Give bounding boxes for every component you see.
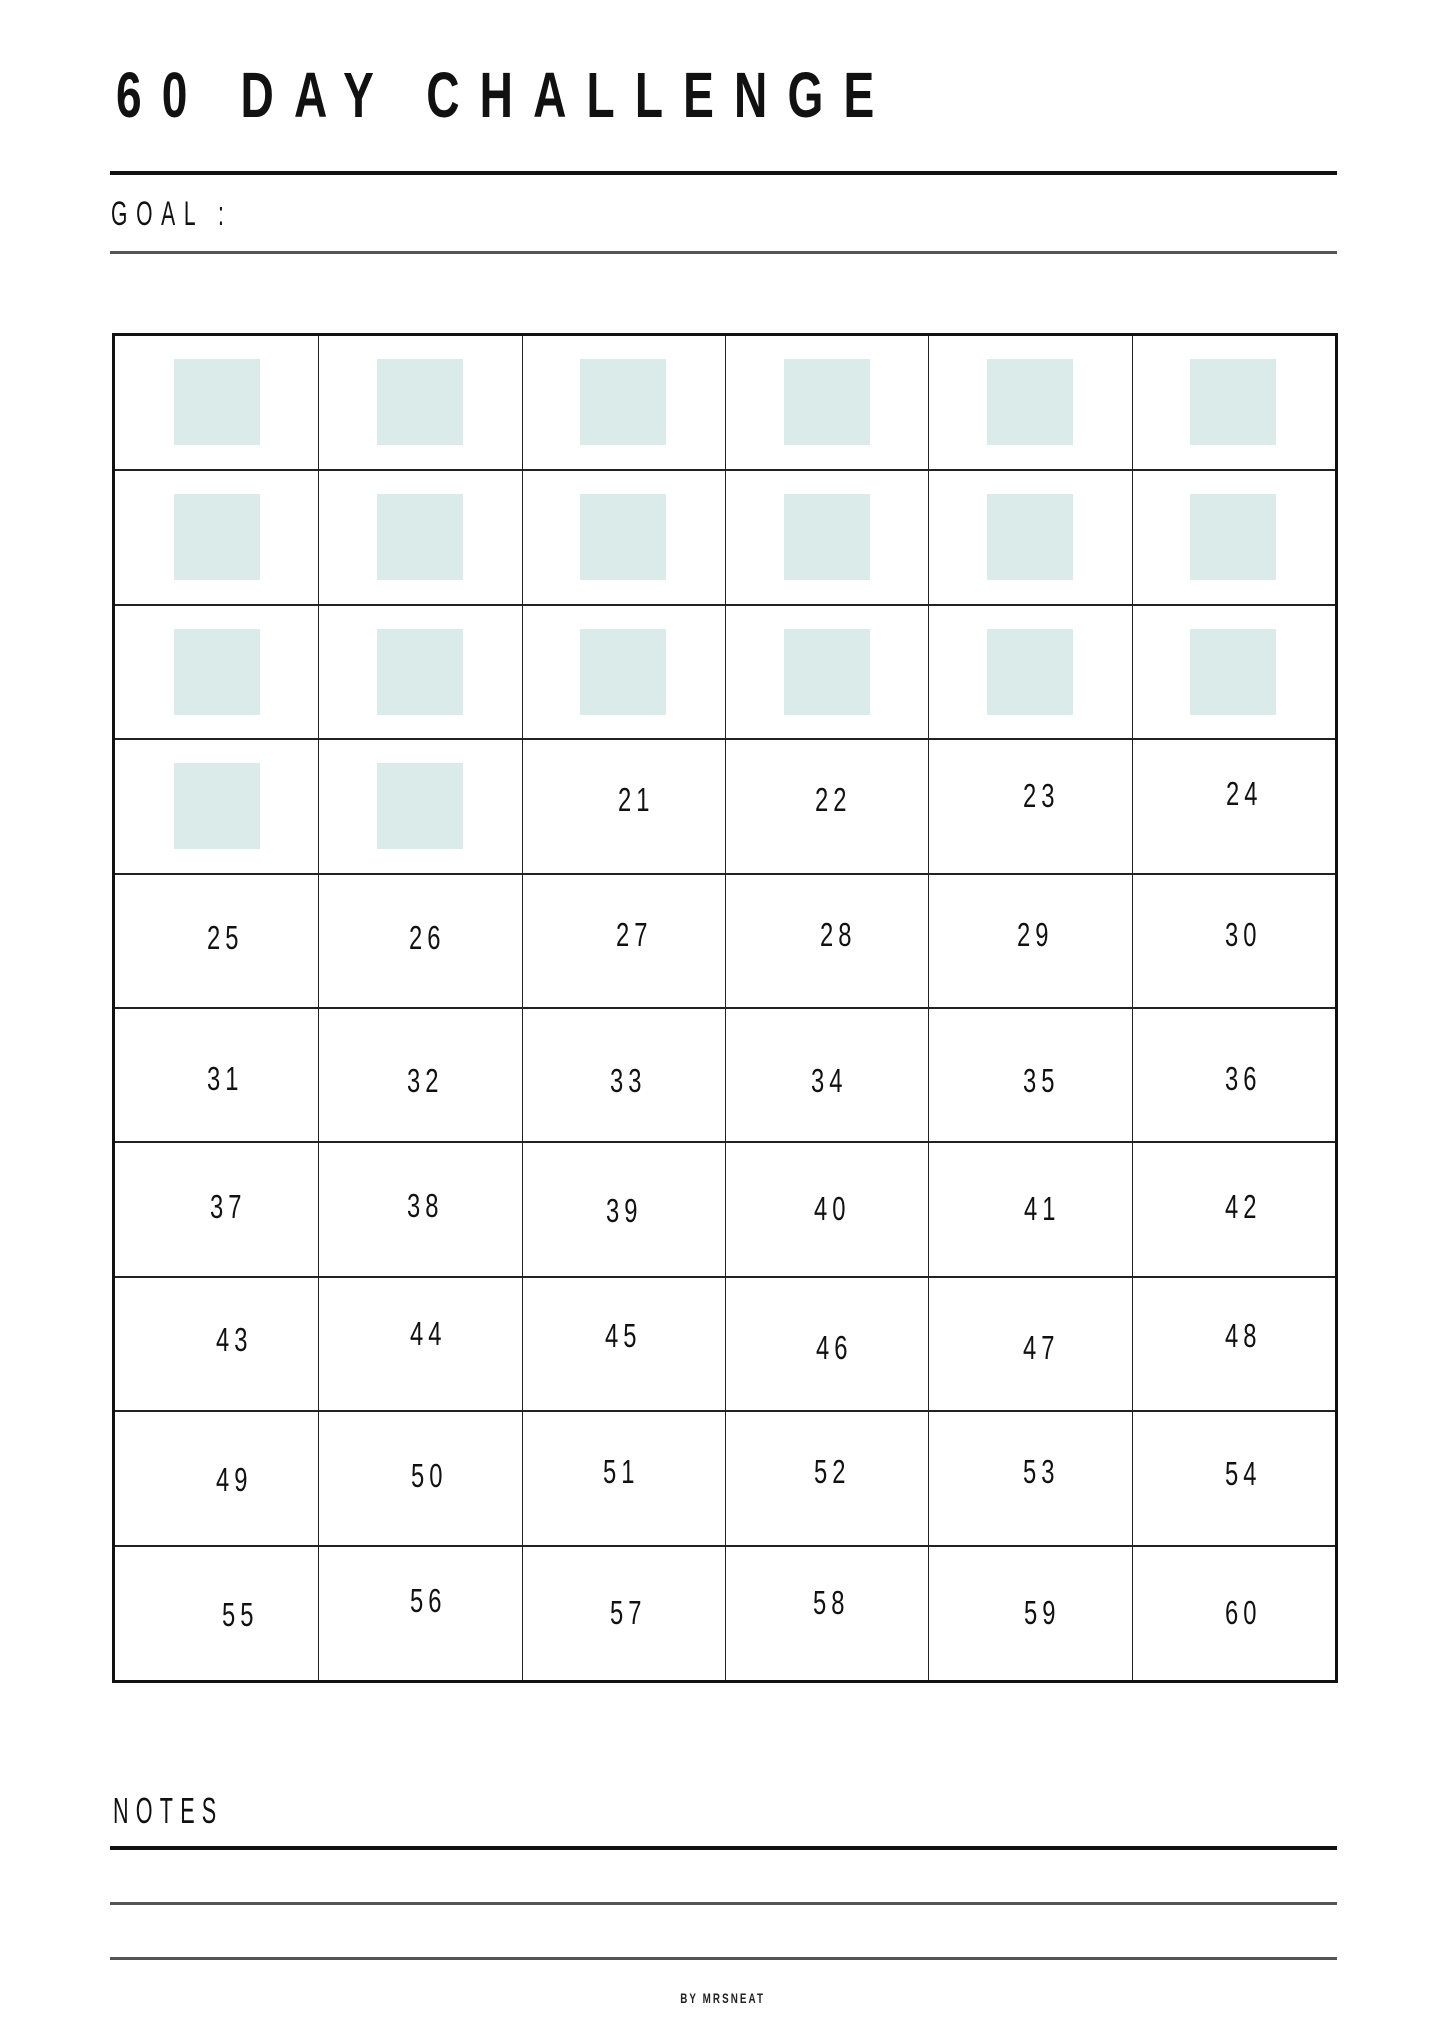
day-number: 59 [1024, 1593, 1061, 1631]
day-number: 46 [816, 1328, 853, 1366]
day-number: 24 [1225, 775, 1263, 813]
day-checkbox[interactable] [377, 763, 463, 849]
day-checkbox[interactable] [784, 494, 870, 580]
day-checkbox[interactable] [1190, 629, 1276, 715]
day-number: 49 [216, 1461, 253, 1499]
day-cell-57[interactable] [522, 1546, 725, 1680]
day-checkbox[interactable] [1190, 359, 1276, 445]
day-cell-9[interactable] [522, 470, 725, 604]
day-cell-53[interactable] [928, 1411, 1131, 1545]
day-number: 53 [1023, 1453, 1060, 1491]
day-number: 29 [1017, 915, 1054, 953]
notes-line-1[interactable] [110, 1902, 1337, 1905]
day-number: 32 [407, 1062, 444, 1099]
page-title: 60 DAY CHALLENGE [116, 59, 895, 131]
day-cell-3[interactable] [522, 336, 725, 470]
day-checkbox[interactable] [784, 359, 870, 445]
day-number: 22 [815, 781, 852, 819]
day-cell-60[interactable] [1132, 1546, 1335, 1680]
day-number: 51 [602, 1453, 640, 1491]
day-cell-2[interactable] [318, 336, 521, 470]
day-number: 36 [1224, 1060, 1262, 1097]
day-number: 30 [1224, 915, 1262, 953]
day-cell-22[interactable] [725, 739, 928, 873]
day-number: 50 [411, 1457, 448, 1495]
day-number: 60 [1224, 1593, 1262, 1631]
day-number: 40 [814, 1190, 851, 1228]
day-cell-40[interactable] [725, 1142, 928, 1276]
day-number: 43 [216, 1320, 253, 1358]
footer [0, 1990, 1445, 2008]
day-checkbox[interactable] [987, 629, 1073, 715]
day-cell-16[interactable] [725, 605, 928, 739]
day-cell-33[interactable] [522, 1008, 725, 1142]
day-cell-56[interactable] [318, 1546, 521, 1680]
day-cell-48[interactable] [1132, 1277, 1335, 1411]
day-cell-15[interactable] [522, 605, 725, 739]
day-cell-52[interactable] [725, 1411, 928, 1545]
day-number: 35 [1023, 1062, 1060, 1099]
day-checkbox[interactable] [174, 629, 260, 715]
day-checkbox[interactable] [377, 359, 463, 445]
day-checkbox[interactable] [580, 359, 666, 445]
day-number: 38 [407, 1187, 444, 1225]
day-cell-37[interactable] [115, 1142, 318, 1276]
day-number: 28 [820, 915, 857, 953]
notes-line-2[interactable] [110, 1957, 1337, 1960]
day-cell-49[interactable] [115, 1411, 318, 1545]
notes-label: NOTES [113, 1790, 224, 1831]
day-cell-50[interactable] [318, 1411, 521, 1545]
day-number: 41 [1024, 1190, 1061, 1228]
day-checkbox[interactable] [987, 494, 1073, 580]
day-cell-42[interactable] [1132, 1142, 1335, 1276]
day-cell-44[interactable] [318, 1277, 521, 1411]
day-cell-7[interactable] [115, 470, 318, 604]
challenge-grid [112, 333, 1338, 1683]
day-cell-51[interactable] [522, 1411, 725, 1545]
day-cell-1[interactable] [115, 336, 318, 470]
day-cell-13[interactable] [115, 605, 318, 739]
day-number: 25 [207, 918, 244, 956]
day-cell-26[interactable] [318, 874, 521, 1008]
goal-label: GOAL : [111, 195, 233, 233]
day-checkbox[interactable] [580, 494, 666, 580]
day-cell-58[interactable] [725, 1546, 928, 1680]
day-number: 48 [1224, 1316, 1262, 1354]
day-cell-45[interactable] [522, 1277, 725, 1411]
day-checkbox[interactable] [580, 629, 666, 715]
day-cell-29[interactable] [928, 874, 1131, 1008]
day-cell-32[interactable] [318, 1008, 521, 1142]
day-number: 54 [1224, 1455, 1262, 1493]
day-cell-19[interactable] [115, 739, 318, 873]
day-checkbox[interactable] [377, 629, 463, 715]
day-number: 44 [410, 1314, 447, 1352]
goal-input-line[interactable] [110, 251, 1337, 254]
day-checkbox[interactable] [987, 359, 1073, 445]
day-cell-8[interactable] [318, 470, 521, 604]
day-cell-14[interactable] [318, 605, 521, 739]
day-cell-28[interactable] [725, 874, 928, 1008]
day-cell-36[interactable] [1132, 1008, 1335, 1142]
day-cell-43[interactable] [115, 1277, 318, 1411]
day-number: 33 [609, 1062, 647, 1099]
day-checkbox[interactable] [377, 494, 463, 580]
day-number: 34 [811, 1062, 848, 1099]
day-number: 56 [410, 1581, 447, 1619]
day-cell-21[interactable] [522, 739, 725, 873]
day-number: 52 [814, 1453, 851, 1491]
day-cell-23[interactable] [928, 739, 1131, 873]
day-number: 31 [207, 1060, 244, 1097]
day-cell-47[interactable] [928, 1277, 1131, 1411]
day-cell-30[interactable] [1132, 874, 1335, 1008]
day-checkbox[interactable] [1190, 494, 1276, 580]
day-number: 45 [604, 1316, 642, 1354]
day-cell-38[interactable] [318, 1142, 521, 1276]
day-cell-35[interactable] [928, 1008, 1131, 1142]
day-number: 47 [1023, 1328, 1060, 1366]
day-number: 21 [617, 781, 655, 819]
day-cell-12[interactable] [1132, 470, 1335, 604]
day-checkbox[interactable] [174, 763, 260, 849]
day-number: 23 [1023, 777, 1060, 815]
day-checkbox[interactable] [784, 629, 870, 715]
day-cell-54[interactable] [1132, 1411, 1335, 1545]
day-number: 37 [210, 1188, 247, 1226]
day-cell-5[interactable] [928, 336, 1131, 470]
day-cell-4[interactable] [725, 336, 928, 470]
day-cell-27[interactable] [522, 874, 725, 1008]
day-cell-31[interactable] [115, 1008, 318, 1142]
day-cell-10[interactable] [725, 470, 928, 604]
credit-text: BY MRSNEAT [680, 1990, 765, 2006]
day-cell-39[interactable] [522, 1142, 725, 1276]
day-cell-25[interactable] [115, 874, 318, 1008]
notes-divider [110, 1846, 1337, 1850]
day-cell-55[interactable] [115, 1546, 318, 1680]
day-number: 42 [1224, 1188, 1262, 1226]
day-cell-18[interactable] [1132, 605, 1335, 739]
day-cell-59[interactable] [928, 1546, 1131, 1680]
day-cell-41[interactable] [928, 1142, 1131, 1276]
day-number: 57 [609, 1593, 647, 1631]
day-cell-11[interactable] [928, 470, 1131, 604]
day-cell-6[interactable] [1132, 336, 1335, 470]
day-cell-17[interactable] [928, 605, 1131, 739]
day-cell-20[interactable] [318, 739, 521, 873]
day-number: 26 [409, 918, 446, 956]
title-divider [110, 171, 1337, 175]
day-number: 27 [615, 915, 653, 953]
day-cell-24[interactable] [1132, 739, 1335, 873]
day-checkbox[interactable] [174, 359, 260, 445]
day-cell-34[interactable] [725, 1008, 928, 1142]
day-number: 55 [222, 1595, 259, 1633]
day-number: 58 [813, 1583, 850, 1621]
day-number: 39 [605, 1192, 643, 1230]
day-checkbox[interactable] [174, 494, 260, 580]
day-cell-46[interactable] [725, 1277, 928, 1411]
